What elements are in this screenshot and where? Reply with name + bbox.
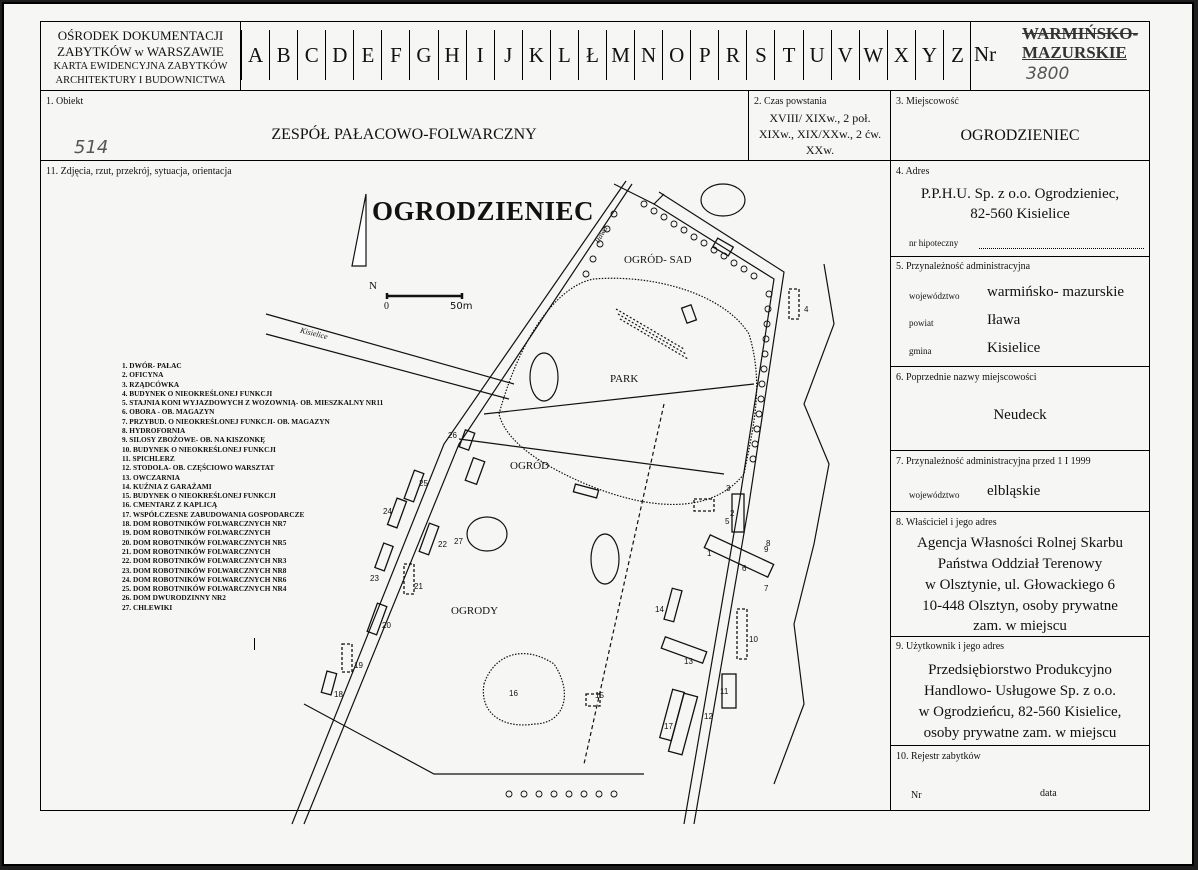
legend-item: 4. BUDYNEK O NIEOKREŚLONEJ FUNKCJI [122, 388, 273, 398]
building-18 [321, 671, 336, 695]
building-number-label: 10 [749, 635, 758, 644]
building-number-label: 18 [334, 690, 343, 699]
user-line-1: Przedsiębiorstwo Produkcyjno [928, 662, 1112, 678]
county-value: Iława [987, 312, 1021, 328]
field9-label: 9. Użytkownik i jego adres [896, 641, 1005, 652]
legend-item: 17. WSPÓŁCZESNE ZABUDOWANIA GOSPODARCZE [122, 509, 305, 519]
scale-start-label: 0 [384, 301, 389, 312]
legend-item: 9. SILOSY ZBOŻOWE- OB. NA KISZONKĘ [122, 435, 266, 445]
register-date-label: data [1040, 788, 1057, 799]
index-letter: H [438, 30, 466, 80]
date-line-1: XVIII/ XIXw., 2 poł. [769, 111, 871, 125]
address-line-1: P.P.H.U. Sp. z o.o. Ogrodzieniec, [920, 186, 1120, 202]
building-1 [704, 535, 773, 577]
index-letter: U [803, 30, 831, 80]
card-bottom-border [40, 810, 1150, 811]
legend-item: 13. OWCZARNIA [122, 472, 180, 482]
index-letter: C [297, 30, 325, 80]
inventory-card [2, 2, 1194, 866]
legend-item: 11. SPICHLERZ [122, 453, 175, 463]
building-number-label: 8 [766, 539, 771, 548]
address-line-2: 82-560 Kisielice [970, 206, 1070, 222]
field6-label: 6. Poprzednie nazwy miejscowości [896, 372, 1037, 383]
previous-name: Neudeck [993, 407, 1047, 423]
building-ogrod-1 [465, 458, 484, 485]
legend-item: 20. DOM ROBOTNIKÓW FOLWARCZNYCH NR5 [122, 537, 287, 547]
row1-bottom-border [40, 160, 1150, 161]
building-ogrod-2 [573, 484, 598, 498]
region-stamp-line-1: WARMIŃSKO- [1022, 24, 1139, 43]
legend-item: 27. CHLEWIKI [122, 602, 173, 612]
header-top-border [241, 21, 1150, 22]
building-number-label: 11 [720, 687, 729, 696]
institution-box [40, 21, 241, 91]
building-number-label: 26 [448, 431, 457, 440]
commune-value: Kisielice [987, 340, 1041, 356]
road-north [614, 184, 664, 204]
pond-2 [530, 353, 558, 401]
index-letter: I [466, 30, 494, 80]
legend-item: 16. CMENTARZ Z KAPLICĄ [122, 500, 218, 510]
legend-item: 14. KUŹNIA Z GARAŻAMI [122, 481, 212, 491]
legend-item: 10. BUDYNEK O NIEOKREŚLONEJ FUNKCJI [122, 444, 276, 454]
row-line-7-8 [890, 511, 1150, 512]
building-number-label: 1 [707, 549, 712, 558]
legend-item: 18. DOM ROBOTNIKÓW FOLWARCZNYCH NR7 [122, 519, 287, 529]
field1-handwritten-number: 514 [74, 137, 109, 158]
boundary-east [774, 264, 834, 784]
field2-label: 2. Czas powstania [754, 96, 827, 107]
area-label-orchard: OGRÓD- SAD [624, 254, 692, 266]
building-4 [789, 289, 799, 319]
header-bottom-border [40, 90, 1150, 91]
area-label-garden: OGRÓD [510, 460, 550, 472]
object-name: ZESPÓŁ PAŁACOWO-FOLWARCZNY [271, 126, 537, 143]
index-letter: O [662, 30, 690, 80]
building-17 [660, 689, 685, 740]
building-11 [722, 674, 736, 708]
index-letter: B [269, 30, 297, 80]
index-letter: E [353, 30, 381, 80]
institution-line-2: ZABYTKÓW w WARSZAWIE [57, 44, 224, 59]
legend-item: 15. BUDYNEK O NIEOKREŚLONEJ FUNKCJI [122, 491, 276, 501]
area-label-gardens: OGRODY [451, 605, 499, 617]
old-voivodeship-label: województwo [909, 490, 960, 500]
legend-item: 6. OBORA - OB. MAGAZYN [122, 407, 215, 417]
building-26 [459, 430, 475, 450]
index-letter: W [859, 30, 887, 80]
legend-item: 8. HYDROFORNIA [122, 426, 186, 436]
scale-bar-icon [387, 293, 462, 299]
left-outer-border [40, 90, 41, 811]
mortgage-underline [979, 248, 1144, 249]
commune-label: gmina [909, 346, 932, 356]
field8-label: 8. Właściciel i jego adres [896, 517, 997, 528]
legend-item: 26. DOM DWURODZINNY NR2 [122, 593, 226, 603]
building-number-label: 15 [595, 691, 604, 700]
institution-line-3: KARTA EWIDENCYJNA ZABYTKÓW [53, 61, 228, 72]
building-2 [732, 494, 744, 532]
area-label-park: PARK [610, 373, 639, 385]
county-label: powiat [909, 318, 934, 328]
building-number-label: 6 [742, 564, 747, 573]
legend-item: 12. STODOŁA- OB. CZĘŚCIOWO WARSZTAT [122, 463, 275, 473]
tree-row [506, 201, 772, 797]
building-12 [668, 693, 697, 755]
legend-item: 25. DOM ROBOTNIKÓW FOLWARCZNYCH NR4 [122, 584, 287, 594]
owner-line-4: 10-448 Olsztyn, osoby prywatne [922, 598, 1118, 614]
owner-line-5: zam. w miejscu [973, 618, 1067, 634]
row-line-5-6 [890, 366, 1150, 367]
building-number-label: 20 [382, 621, 391, 630]
index-letter: Z [943, 30, 971, 80]
index-letter: M [606, 30, 634, 80]
owner-line-1: Agencja Własności Rolnej Skarbu [917, 535, 1123, 551]
pond-4 [591, 534, 619, 584]
building-number-label: 17 [664, 722, 673, 731]
north-arrow-icon [352, 194, 366, 266]
region-stamp-line-2: MAZURSKIE [1022, 43, 1127, 62]
index-letter: S [746, 30, 774, 80]
legend-item: 23. DOM ROBOTNIKÓW FOLWARCZNYCH NR8 [122, 565, 287, 575]
index-letter: D [325, 30, 353, 80]
right-outer-border [1149, 21, 1150, 811]
index-letter: F [381, 30, 409, 80]
index-letter: G [409, 30, 437, 80]
nr-label: Nr [974, 42, 997, 66]
index-letter: R [718, 30, 746, 80]
building-number-label: 9 [764, 545, 769, 554]
voivodeship-value: warmińsko- mazurskie [987, 284, 1125, 300]
mortgage-label: nr hipoteczny [909, 238, 959, 248]
buildings [321, 238, 799, 755]
legend-item: 1. DWÓR- PAŁAC [122, 361, 182, 370]
building-3 [694, 499, 714, 511]
institution-line-1: OŚRODEK DOKUMENTACJI [57, 28, 224, 43]
map-legend [122, 361, 383, 612]
field4-label: 4. Adres [896, 166, 930, 177]
index-letter: V [831, 30, 859, 80]
index-letter: T [774, 30, 802, 80]
field1-label: 1. Obiekt [46, 96, 84, 107]
index-letter: X [887, 30, 915, 80]
old-voivodeship-value: elbląskie [987, 483, 1041, 499]
garden-path [584, 404, 664, 764]
legend-item: 7. PRZYBUD. O NIEOKREŚLONEJ FUNKCJI- OB. MAGAZYN [122, 416, 330, 426]
legend-item: 3. RZĄDCÓWKA [122, 379, 180, 389]
row-line-8-9 [890, 636, 1150, 637]
building-number-label: 5 [725, 517, 730, 526]
building-number-label: 14 [655, 605, 664, 614]
road-main-east [654, 192, 784, 824]
voivodeship-label: województwo [909, 291, 960, 301]
date-line-3: XXw. [805, 143, 835, 157]
user-line-4: osoby prywatne zam. w miejscu [923, 725, 1117, 741]
index-letter: K [522, 30, 550, 80]
user-line-3: w Ogrodzieńcu, 82-560 Kisielice, [918, 704, 1122, 720]
building-25 [404, 470, 424, 502]
locality-name: OGRODZIENIEC [960, 127, 1080, 144]
building-number-label: 7 [764, 584, 769, 593]
map-title: OGRODZIENIEC [372, 196, 595, 226]
alphabet-index [241, 21, 971, 88]
card-number: 3800 [1026, 64, 1070, 84]
scale-end-label: 50m [450, 301, 473, 312]
north-label: N [369, 280, 377, 292]
building-number-label: 23 [370, 574, 379, 583]
road-label-kisielice: Kisielice [299, 325, 329, 342]
building-15 [586, 694, 600, 706]
field11-label: 11. Zdjęcia, rzut, przekrój, sytuacja, orientacja [46, 166, 232, 177]
row-line-9-10 [890, 745, 1150, 746]
building-number-label: 25 [419, 479, 428, 488]
building-number-label: 2 [730, 509, 735, 518]
building-number-label: 4 [804, 305, 809, 314]
pond-3 [467, 517, 507, 551]
legend-tick [254, 638, 255, 650]
date-line-2: XIXw., XIX/XXw., 2 ćw. [758, 127, 882, 141]
institution-line-4: ARCHITEKTURY I BUDOWNICTWA [55, 75, 226, 86]
building-10 [737, 609, 747, 659]
owner-line-2: Państwa Oddział Terenowy [937, 556, 1103, 572]
index-letter: L [550, 30, 578, 80]
building-number-label: 12 [704, 712, 713, 721]
owner-line-3: w Olsztynie, ul. Głowackiego 6 [925, 577, 1115, 593]
index-letter: N [634, 30, 662, 80]
building-14 [664, 588, 682, 621]
building-number-label: 22 [438, 540, 447, 549]
legend-item: 19. DOM ROBOTNIKÓW FOLWARCZNYCH [122, 528, 271, 538]
row-line-4-5 [890, 256, 1150, 257]
nr-box-divider [970, 21, 971, 91]
building-13 [661, 637, 706, 663]
building-number-label: 21 [414, 582, 423, 591]
building-21 [404, 564, 414, 594]
building-number-label: 16 [509, 689, 518, 698]
legend-item: 5. STAJNIA KONI WYJAZDOWYCH Z WOZOWNIĄ- OB. MIESZKALNY NR11 [122, 398, 384, 408]
legend-item: 24. DOM ROBOTNIKÓW FOLWARCZNYCH NR6 [122, 574, 287, 584]
legend-item: 22. DOM ROBOTNIKÓW FOLWARCZNYCH NR3 [122, 556, 287, 566]
index-letter: J [494, 30, 522, 80]
field7-label: 7. Przynależność administracyjna przed 1 I 1999 [896, 456, 1091, 467]
building-number-label: 24 [383, 507, 392, 516]
field3-label: 3. Miejscowość [896, 96, 959, 107]
park-trees [616, 309, 688, 359]
field5-label: 5. Przynależność administracyjna [896, 261, 1031, 272]
building-22 [419, 523, 439, 555]
legend-item: 21. DOM ROBOTNIKÓW FOLWARCZNYCH [122, 546, 271, 556]
building-number-label: 3 [726, 484, 731, 493]
cemetery-outline [483, 654, 564, 725]
building-number-label: 27 [454, 537, 463, 546]
building-park-1 [682, 305, 697, 323]
road-label-ilawa: Iława [592, 224, 610, 245]
field10-label: 10. Rejestr zabytków [896, 751, 981, 762]
index-letter: A [241, 30, 269, 80]
row-line-6-7 [890, 450, 1150, 451]
building-24 [388, 498, 407, 528]
building-number-label: 19 [354, 661, 363, 670]
register-nr-label: Nr [911, 790, 922, 801]
index-letter: P [690, 30, 718, 80]
index-letter: Ł [578, 30, 606, 80]
index-letter: Y [915, 30, 943, 80]
building-19 [342, 644, 352, 672]
user-line-2: Handlowo- Usługowe Sp. z o.o. [923, 683, 1117, 699]
legend-item: 2. OFICYNA [122, 370, 164, 380]
building-number-label: 13 [684, 657, 693, 666]
building-sad [713, 238, 734, 256]
pond-1 [701, 184, 745, 216]
